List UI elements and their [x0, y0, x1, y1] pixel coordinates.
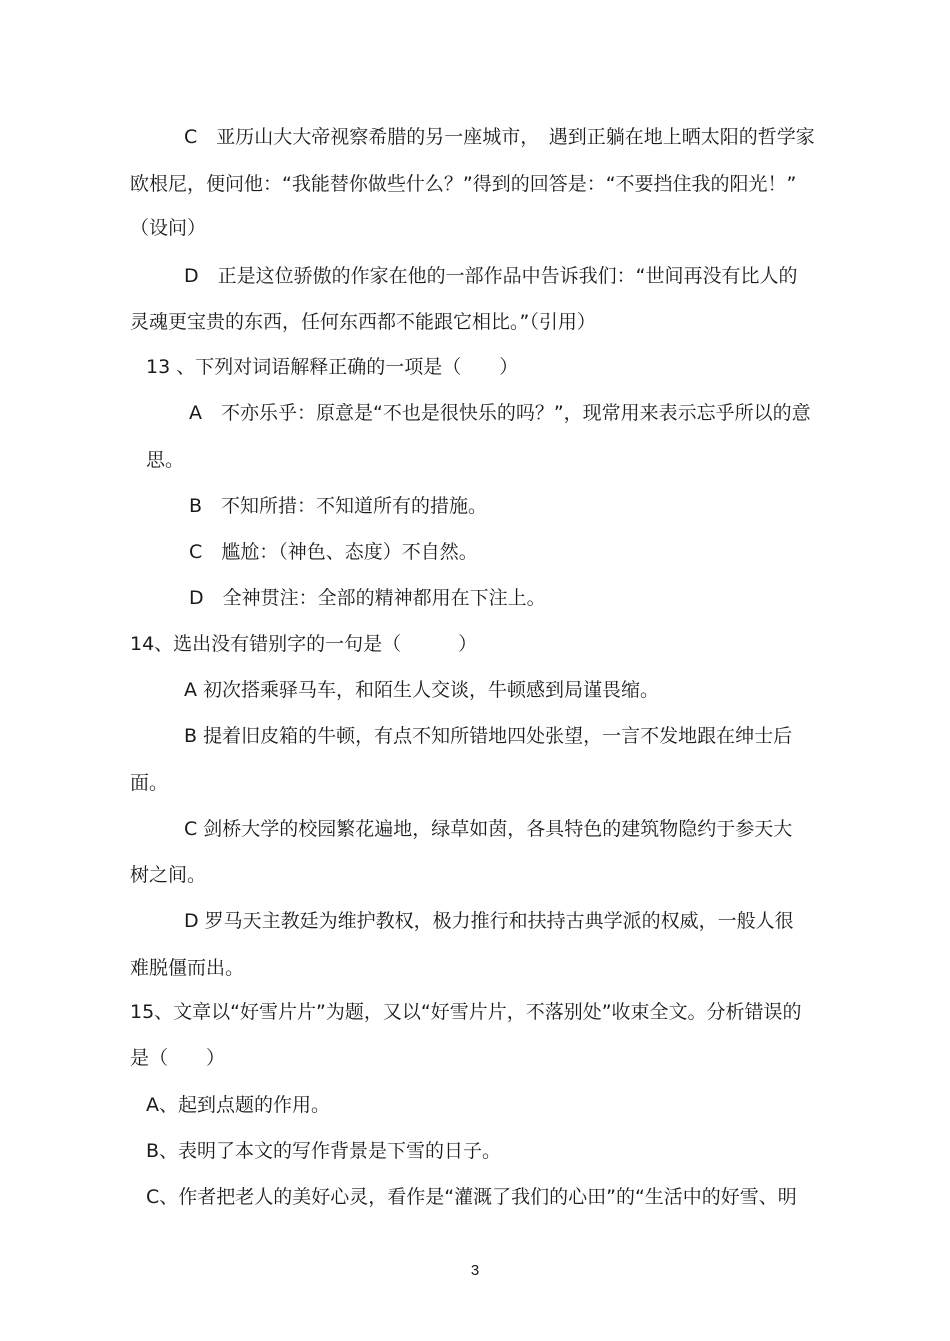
q13-stem: 13 、下列对词语解释正确的一项是（ ）: [146, 356, 519, 378]
q14-option-d-line1: D 罗马天主教廷为维护教权，极力推行和扶持古典学派的权威，一般人很: [184, 910, 794, 932]
q14-option-b-line1: B 提着旧皮箱的牛顿，有点不知所错地四处张望，一言不发地跟在绅士后: [184, 725, 793, 747]
q15-option-b: B、表明了本文的写作背景是下雪的日子。: [146, 1140, 502, 1162]
q13-option-a-line2: 思。: [146, 449, 185, 471]
q14-option-b-line2: 面。: [130, 772, 169, 794]
q13-option-d: D 全神贯注：全部的精神都用在下注上。: [189, 587, 546, 609]
q12-option-c-line3: （设问）: [130, 217, 207, 239]
q12-option-d-line1: D 正是这位骄傲的作家在他的一部作品中告诉我们：“世间再没有比人的: [184, 265, 798, 287]
page-number: 3: [470, 1262, 480, 1279]
q15-option-c: C、作者把老人的美好心灵，看作是“灌溉了我们的心田”的“生活中的好雪、明: [146, 1186, 797, 1208]
q13-option-b: B 不知所措：不知道所有的措施。: [189, 495, 488, 517]
q14-stem: 14、选出没有错别字的一句是（ ）: [130, 633, 478, 655]
q12-option-c-line1: C 亚历山大大帝视察希腊的另一座城市， 遇到正躺在地上晒太阳的哲学家: [184, 126, 815, 148]
q14-option-c-line2: 树之间。: [130, 864, 207, 886]
q14-option-d-line2: 难脱僵而出。: [130, 957, 245, 979]
q14-option-a: A 初次搭乘驿马车，和陌生人交谈，牛顿感到局谨畏缩。: [184, 679, 660, 701]
q13-option-c: C 尴尬：（神色、态度）不自然。: [189, 541, 478, 563]
q15-stem-line1: 15、文章以“好雪片片”为题，又以“好雪片片，不落别处”收束全文。分析错误的: [130, 1001, 802, 1023]
q13-option-a-line1: A 不亦乐乎：原意是“不也是很快乐的吗？”，现常用来表示忘乎所以的意: [189, 402, 811, 424]
q14-option-c-line1: C 剑桥大学的校园繁花遍地，绿草如茵，各具特色的建筑物隐约于参天大: [184, 818, 793, 840]
q12-option-d-line2: 灵魂更宝贵的东西，任何东西都不能跟它相比。”（引用）: [130, 311, 596, 333]
q12-option-c-line2: 欧根尼，便问他：“我能替你做些什么？”得到的回答是：“不要挡住我的阳光！”: [130, 173, 797, 195]
q15-stem-line2: 是（ ）: [130, 1047, 226, 1069]
q15-option-a: A、起到点题的作用。: [146, 1094, 330, 1116]
